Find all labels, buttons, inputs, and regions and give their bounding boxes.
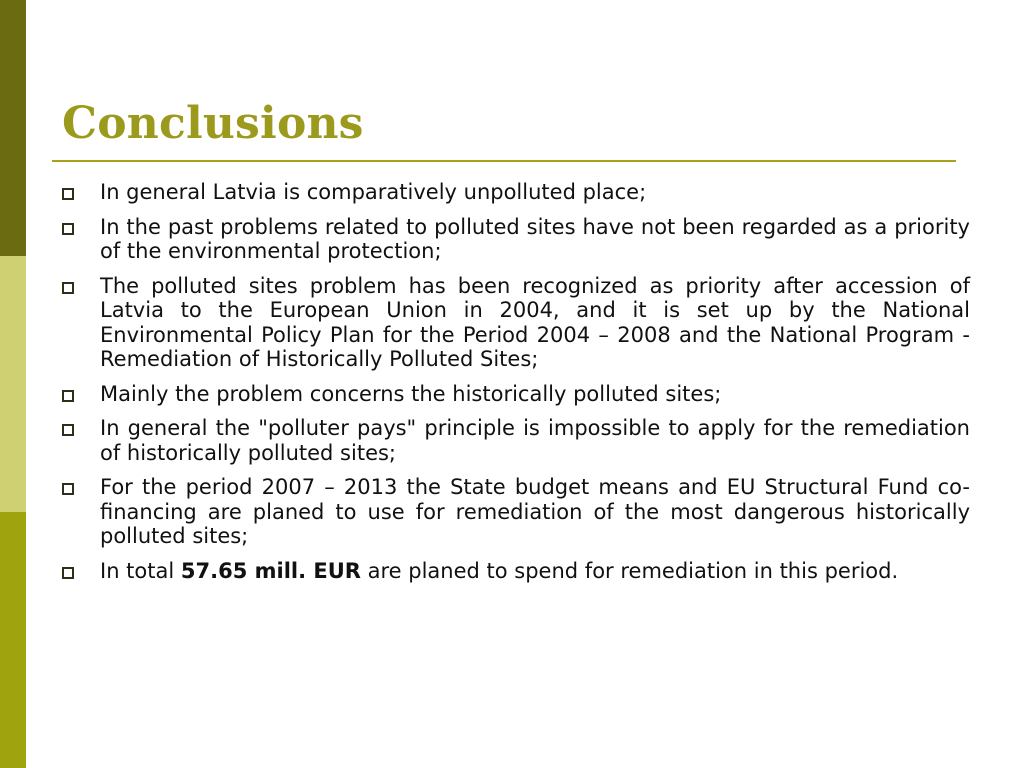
square-bullet-icon — [62, 390, 74, 402]
bullet-text-suffix: are planed to spend for remediation in this period. — [360, 558, 899, 583]
square-bullet-icon — [62, 567, 74, 579]
bullet-text: In the past problems related to polluted sites have not been regarded as a priority of the environmental protection; — [100, 214, 970, 263]
bullet-item — [62, 559, 970, 584]
bullet-text: The polluted sites problem has been recognized as priority after accession of Latvia to the European Union in 2004, and it is set up by the National Environmental Policy Plan for the Period 2004 – 2008 and the National Program - Remediation of Historically Polluted Sites; — [100, 273, 970, 371]
bullet-item — [62, 416, 970, 465]
square-bullet-icon — [62, 282, 74, 294]
budget-amount: 57.65 mill. EUR — [180, 558, 361, 583]
bullet-text: For the period 2007 – 2013 the State budget means and EU Structural Fund co-financing are planed to use for remediation of the most dangerous historically polluted sites; — [100, 475, 970, 548]
bullet-item — [62, 382, 970, 407]
sidebar-accent-top — [0, 0, 26, 256]
bullet-text: In general Latvia is comparatively unpolluted place; — [100, 180, 647, 204]
bullet-list — [62, 180, 970, 593]
square-bullet-icon — [62, 223, 74, 235]
square-bullet-icon — [62, 188, 74, 200]
bullet-text: Mainly the problem concerns the historically polluted sites; — [100, 381, 722, 406]
sidebar-accent-middle — [0, 256, 26, 512]
square-bullet-icon — [62, 424, 74, 436]
square-bullet-icon — [62, 483, 74, 495]
bullet-item — [62, 475, 970, 549]
bullet-item — [62, 215, 970, 264]
bullet-text-prefix: In total — [100, 558, 181, 583]
slide-title: Conclusions — [62, 98, 364, 149]
bullet-item — [62, 180, 970, 205]
sidebar-accent-bottom — [0, 512, 26, 768]
bullet-text: In general the "polluter pays" principle is impossible to apply for the remediation of historically polluted sites; — [100, 416, 970, 465]
bullet-item — [62, 274, 970, 372]
title-divider — [52, 160, 956, 162]
